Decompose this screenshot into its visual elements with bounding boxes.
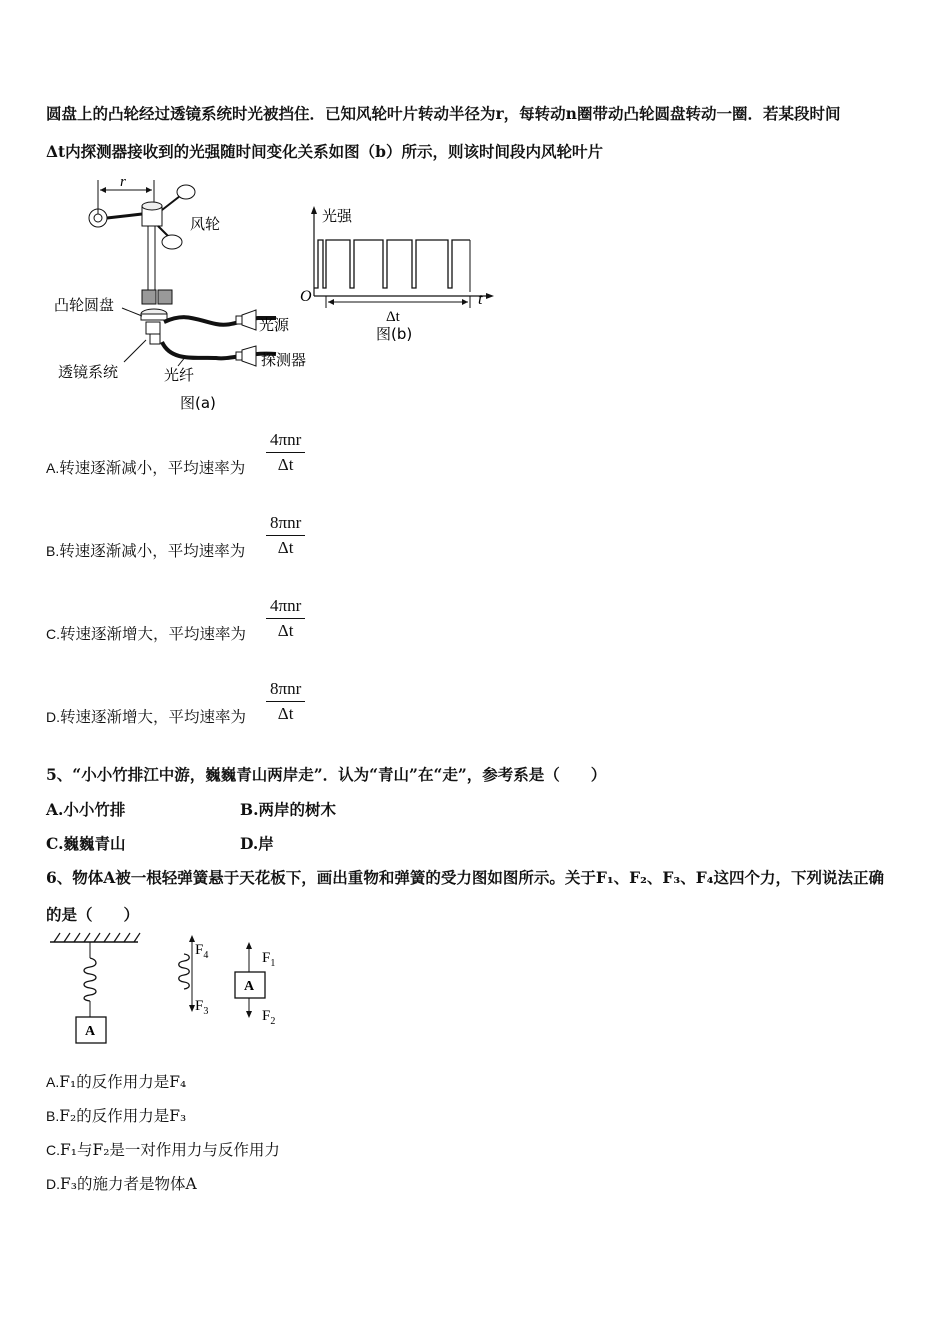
wind-label: 风轮 bbox=[190, 215, 221, 233]
q4-option-b-fraction: 8πnr Δt bbox=[266, 513, 305, 558]
q4-option-a[interactable]: A.转速逐渐减小，平均速率为 bbox=[46, 459, 246, 477]
q4-option-b[interactable]: B.转速逐渐减小，平均速率为 bbox=[46, 542, 246, 560]
y-axis-label: 光强 bbox=[322, 207, 353, 225]
q6-option-b[interactable]: B.F₂的反作用力是F₃ bbox=[46, 1107, 187, 1125]
q5-option-d[interactable]: D.岸 bbox=[240, 834, 274, 853]
f2-label: $F_2$ bbox=[262, 1008, 276, 1027]
interval-label: Δt bbox=[386, 309, 400, 325]
q4-option-c-fraction: 4πnr Δt bbox=[266, 596, 305, 641]
light-source-label: 光源 bbox=[259, 316, 290, 334]
figure-a-caption: 图(a) bbox=[180, 394, 216, 412]
q4-option-d-fraction: 8πnr Δt bbox=[266, 679, 305, 724]
figure-b-light-intensity bbox=[296, 200, 506, 345]
radius-label: r bbox=[120, 174, 126, 190]
q6-option-d[interactable]: D.F₃的施力者是物体A bbox=[46, 1175, 197, 1193]
detector-label: 探测器 bbox=[261, 351, 307, 369]
hanging-block-label: A bbox=[85, 1024, 96, 1039]
f3-label: $F_3$ bbox=[195, 998, 209, 1017]
q6-stem-line2: 的是（ ） bbox=[46, 905, 140, 924]
q6-option-c[interactable]: C.F₁与F₂是一对作用力与反作用力 bbox=[46, 1141, 280, 1159]
origin-label: O bbox=[300, 288, 312, 305]
f4-label: $F_4$ bbox=[195, 942, 209, 961]
q5-option-b[interactable]: B.两岸的树木 bbox=[240, 800, 336, 819]
cam-label: 凸轮圆盘 bbox=[54, 296, 115, 314]
lens-label: 透镜系统 bbox=[58, 363, 119, 381]
figure-q6-spring-forces bbox=[46, 930, 296, 1050]
free-body-block-label: A bbox=[244, 979, 255, 994]
q6-option-a[interactable]: A.F₁的反作用力是F₄ bbox=[46, 1073, 187, 1091]
q4-option-c[interactable]: C.转速逐渐增大，平均速率为 bbox=[46, 625, 247, 643]
light-intensity-waveform bbox=[314, 240, 470, 288]
q4-stem-line2: Δt内探测器接收到的光强随时间变化关系如图（b）所示，则该时间段内风轮叶片 bbox=[46, 142, 604, 161]
f1-label: $F_1$ bbox=[262, 950, 276, 969]
q5-stem: 5、“小小竹排江中游，巍巍青山两岸走”．认为“青山”在“走”，参考系是（ ） bbox=[46, 765, 607, 784]
q4-option-d[interactable]: D.转速逐渐增大，平均速率为 bbox=[46, 708, 247, 726]
q5-option-c[interactable]: C.巍巍青山 bbox=[46, 834, 126, 853]
q6-stem-line1: 6、物体A被一根轻弹簧悬于天花板下，画出重物和弹簧的受力图如图所示。关于F₁、F₂、F₃、F₄这四个力，下列说法正确 bbox=[46, 868, 884, 887]
q4-stem-line1: 圆盘上的凸轮经过透镜系统时光被挡住．已知风轮叶片转动半径为r，每转动n圈带动凸轮圆盘转动一圈．若某段时间 bbox=[46, 104, 841, 123]
q5-option-a[interactable]: A.小小竹排 bbox=[46, 800, 126, 819]
q4-option-a-fraction: 4πnr Δt bbox=[266, 430, 305, 475]
figure-b-caption: 图(b) bbox=[376, 325, 413, 343]
x-axis-label: t bbox=[478, 291, 483, 308]
fiber-label: 光纤 bbox=[164, 366, 195, 384]
figure-a-wind-turbine bbox=[46, 172, 336, 417]
